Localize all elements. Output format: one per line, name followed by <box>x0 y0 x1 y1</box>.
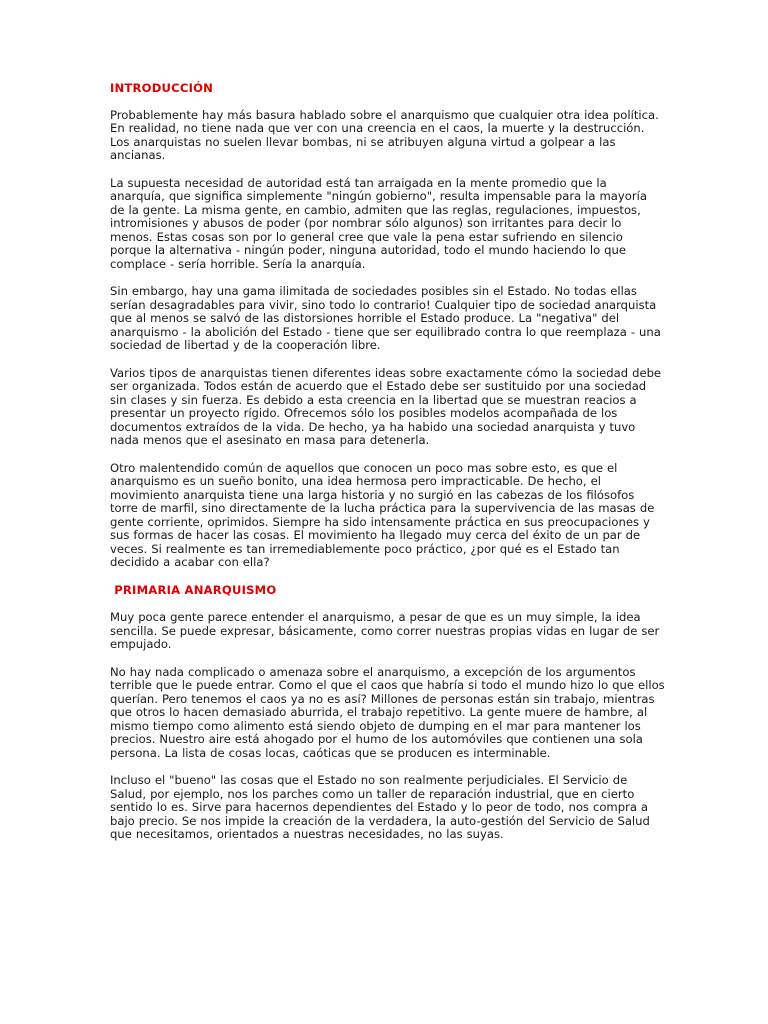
paragraph: La supuesta necesidad de autoridad está tan arraigada en la mente promedio que la anarquía, que significa simplemente "ningún gobierno", resulta impensable para la mayoría de la gente. La misma gente, en cambio, admiten que las reglas, regulaciones, impuestos, intromisiones y abusos de poder (por nombrar sólo algunos) son irritantes para decir lo menos. Estas cosas son por lo general cree que vale la pena estar sufriendo en silencio porque la alternativa - ningún poder, ninguna autoridad, todo el mundo haciendo lo que complace - sería horrible. Sería la anarquía. <box>110 175 647 271</box>
document-page <box>110 82 665 856</box>
paragraph: Muy poca gente parece entender el anarquismo, a pesar de que es un muy simple, la idea sencilla. Se puede expresar, básicamente, como correr nuestras propias vidas en lugar de ser empujado. <box>110 610 660 651</box>
paragraph: Otro malentendido común de aquellos que conocen un poco mas sobre esto, es que el anarquismo es un sueño bonito, una idea hermosa pero impracticable. De hecho, el movimiento anarquista tiene una larga historia y no surgió en las cabezas de los filósofos torre de marfil, sino directamente de la lucha práctica para la supervivencia de las masas de gente corriente, oprimidos. Siempre ha sido intensamente práctica en sus preocupaciones y sus formas de hacer las cosas. El movimiento ha llegado muy cerca del éxito de un par de veces. Si realmente es tan irremediablemente poco práctico, ¿por qué es el Estado tan decidido a acabar con ella? <box>110 460 655 569</box>
section-heading-primaria-anarquismo: PRIMARIA ANARQUISMO <box>110 582 277 597</box>
paragraph: Sin embargo, hay una gama ilimitada de sociedades posibles sin el Estado. No todas ellas serían desagradables para vivir, sino todo lo contrario! Cualquier tipo de sociedad anarquista que al menos se salvó de las distorsiones horrible el Estado produce. La "negativa" del anarquismo - la abolición del Estado - tiene que ser equilibrado contra lo que reemplaza - una sociedad de libertad y de la cooperación libre. <box>110 284 661 352</box>
paragraph: No hay nada complicado o amenaza sobre el anarquismo, a excepción de los argumentos terrible que le puede entrar. Como el que el caos que habría si todo el mundo hizo lo que ellos querían. Pero tenemos el caos ya no es así? Millones de personas están sin trabajo, mientras que otros lo hacen demasiado aburrida, el trabajo repetitivo. La gente muere de hambre, al mismo tiempo como alimento está siendo objeto de dumping en el mar para mantener los precios. Nuestro aire está ahogado por el humo de los automóviles que contienen una sola persona. La lista de cosas locas, caóticas que se producen es interminable. <box>110 664 665 760</box>
paragraph: Varios tipos de anarquistas tienen diferentes ideas sobre exactamente cómo la sociedad debe ser organizada. Todos están de acuerdo que el Estado debe ser sustituido por una sociedad sin clases y sin fuerza. Es debido a esta creencia en la libertad que se muestran reacios a presentar un proyecto rígido. Ofrecemos sólo los posibles modelos acompañada de los documentos extraídos de la vida. De hecho, ya ha habido una sociedad anarquista y tuvo nada menos que el asesinato en masa para detenerla. <box>110 365 662 447</box>
paragraph: Probablemente hay más basura hablado sobre el anarquismo que cualquier otra idea política. En realidad, no tiene nada que ver con una creencia en el caos, la muerte y la destrucción. Los anarquistas no suelen llevar bombas, ni se atribuyen alguna virtud a golpear a las ancianas. <box>110 107 659 162</box>
paragraph: Incluso el "bueno" las cosas que el Estado no son realmente perjudiciales. El Servicio de Salud, por ejemplo, nos los parches como un taller de reparación industrial, que en cierto sentido lo es. Sirve para hacernos dependientes del Estado y lo peor de todo, nos compra a bajo precio. Se nos impide la creación de la verdadera, la auto-gestión del Servicio de Salud que necesitamos, orientados a nuestras necesidades, no las suyas. <box>110 773 650 841</box>
section-heading-introduccion: INTRODUCCIÓN <box>110 81 214 95</box>
